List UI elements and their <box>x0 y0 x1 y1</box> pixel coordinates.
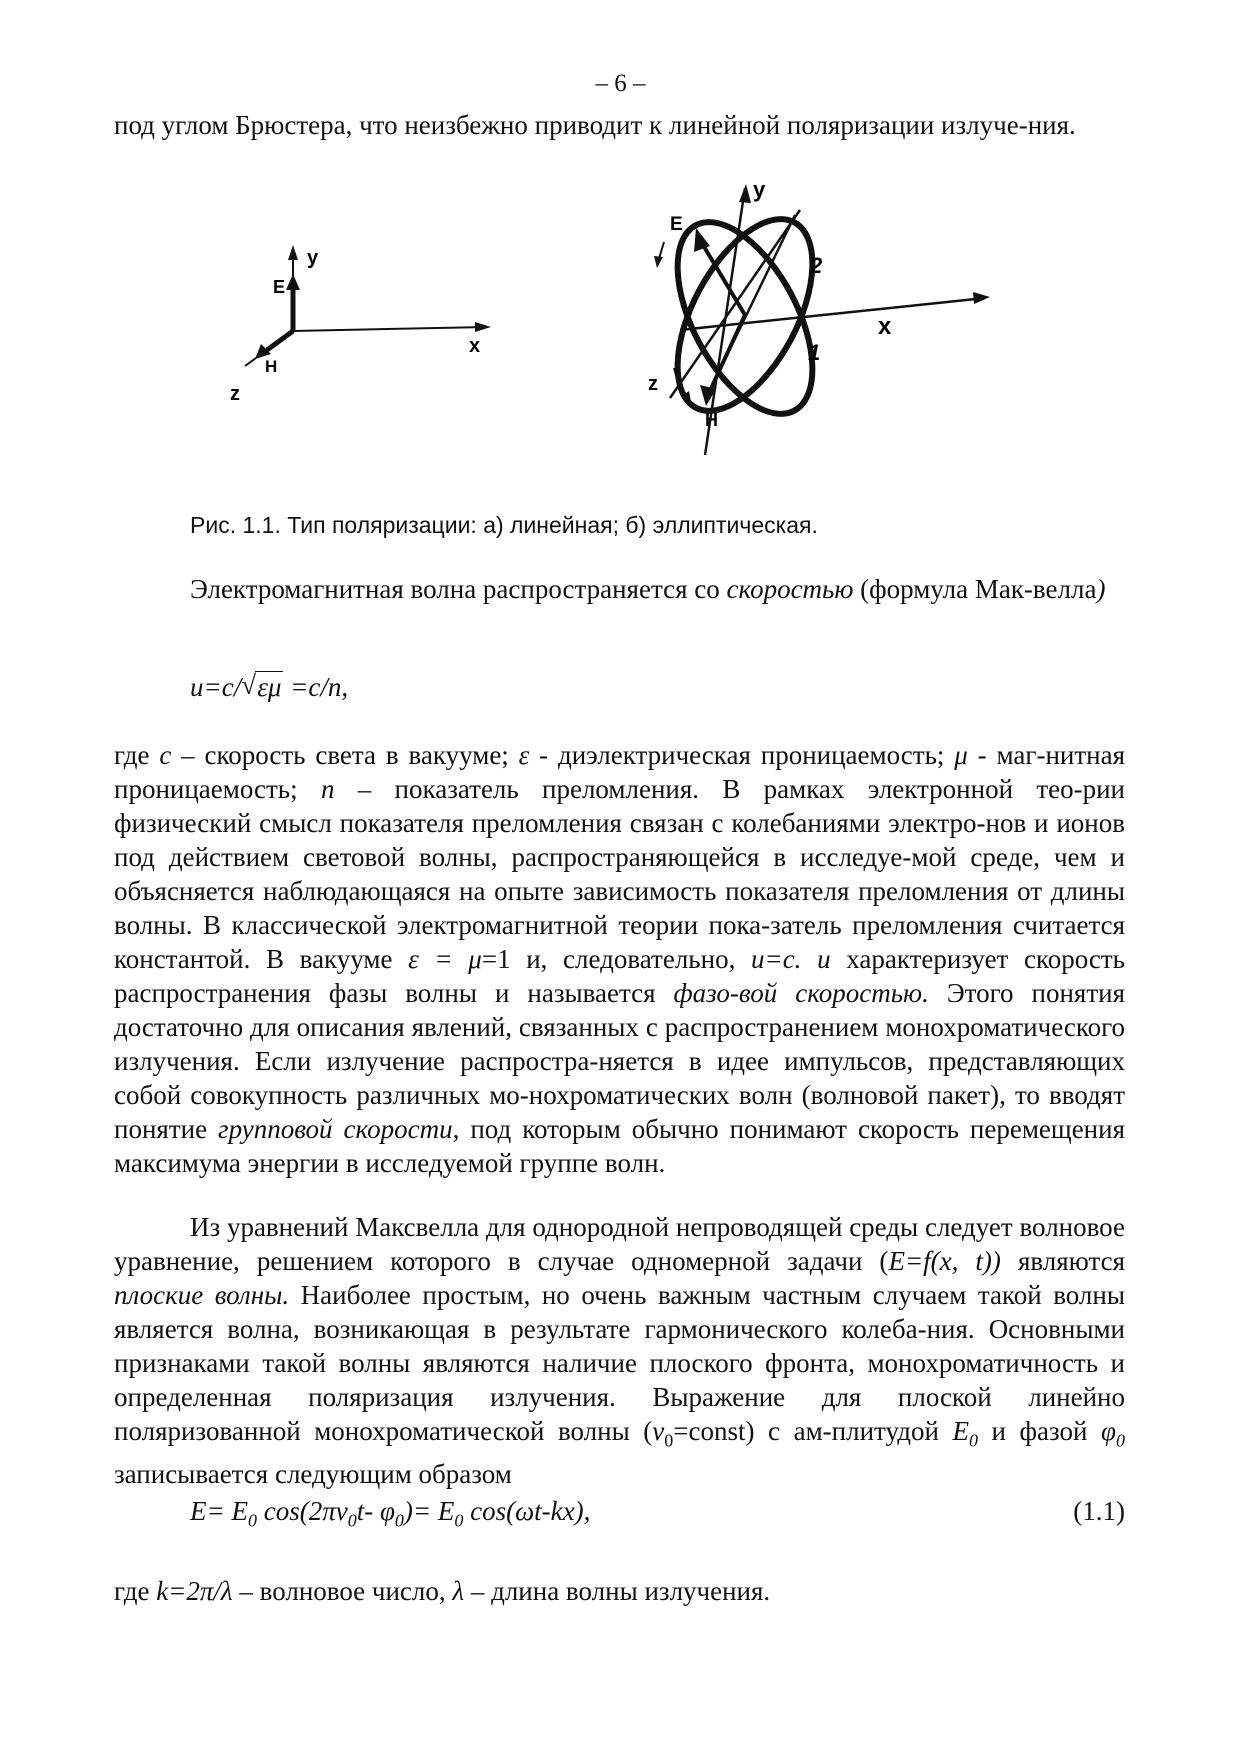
paragraph-maxwell: Электромагнитная волна распространяется со скоростью (формула Мак-велла) <box>190 574 1106 604</box>
figure-linear-polarization <box>225 240 505 415</box>
page-number: – 6 – <box>595 70 646 97</box>
paragraph-plane-waves: Из уравнений Максвелла для однородной непроводящей среды следует волновое уравнение, решением которого в случае одномерной задачи (E=f(x, t)) являются плоские волны. Наиболее простым, но очень важным частным случаем такой волны является волна, возникающая в результате гармонического колеба-ния. Основными признаками такой волны являются наличие плоского фронта, монохроматичность и определенная поляризация излучения. Выражение для плоской линейно поляризованной монохроматической волны $(\nu_0=const)$ с ам-плитудой $E_0$ и фазой $\varphi_0$ записывается следующим образом <box>114 1212 1125 1490</box>
formula-plane-wave: $E= E_0$ $\cos(2\pi\nu_0t-$ $\varphi_0)= E_0$ cos(ωt-kx), <box>190 1496 591 1531</box>
arrow-x <box>973 292 990 304</box>
label-H: H <box>705 410 718 430</box>
arrow-E <box>694 228 710 252</box>
paragraph-intro: под углом Брюстера, что неизбежно приводит к линейной поляризации излуче-ния. <box>114 110 1076 140</box>
vector-H <box>267 331 293 350</box>
label-E: E <box>273 277 286 297</box>
label-curve-1: 1 <box>808 340 821 365</box>
label-z: z <box>230 383 240 405</box>
label-E: E <box>670 214 683 235</box>
figure-caption: Рис. 1.1. Тип поляризации: а) линейная; б) эллиптическая. <box>190 512 818 538</box>
arrow-y <box>739 184 751 203</box>
label-H: H <box>265 357 278 376</box>
arrow-E <box>286 274 300 290</box>
figure-elliptical-polarization <box>648 177 1020 485</box>
label-z: z <box>648 373 658 395</box>
equation-number: (1.1) <box>1073 1496 1125 1526</box>
formula-velocity: u=c/√ εμ =c/n, <box>190 672 348 703</box>
label-y: y <box>307 247 319 269</box>
label-x: x <box>878 313 892 340</box>
arrow-x <box>475 322 491 332</box>
label-y: y <box>753 177 766 202</box>
arrow-y <box>288 245 298 260</box>
paragraph-wavenumber: где k=2π/λ – волновое число, λ – длина волны излучения. <box>114 1576 771 1606</box>
axis-x <box>293 327 487 331</box>
paragraph-refractive-index: где с – скорость света в вакууме; ε - диэлектрическая проницаемость; μ - маг-нитная проницаемость; n – показатель преломления. В рамках электронной тео-рии физический смысл показателя преломления связан с колебаниями электро-нов и ионов под действием световой волны, распространяющейся в исследуе-мой среде, чем и объясняется наблюдающаяся на опыте зависимость показателя преломления от длины волны. В классической электромагнитной теории пока-затель преломления считается константой. В вакууме ε = μ=1 и, следовательно, u=c. u характеризует скорость распространения фазы волны и называется фазо-вой скоростью. Этого понятия достаточно для описания явлений, связанных с распространением монохроматического излучения. Если излучение распростра-няется в идее импульсов, представляющих собой совокупность различных мо-нохроматических волн (волновой пакет), то вводят понятие групповой скорости, под которым обычно понимают скорость перемещения максимума энергии в исследуемой группе волн. <box>114 740 1125 1178</box>
label-curve-2: 2 <box>810 253 823 278</box>
label-x: x <box>469 335 481 357</box>
